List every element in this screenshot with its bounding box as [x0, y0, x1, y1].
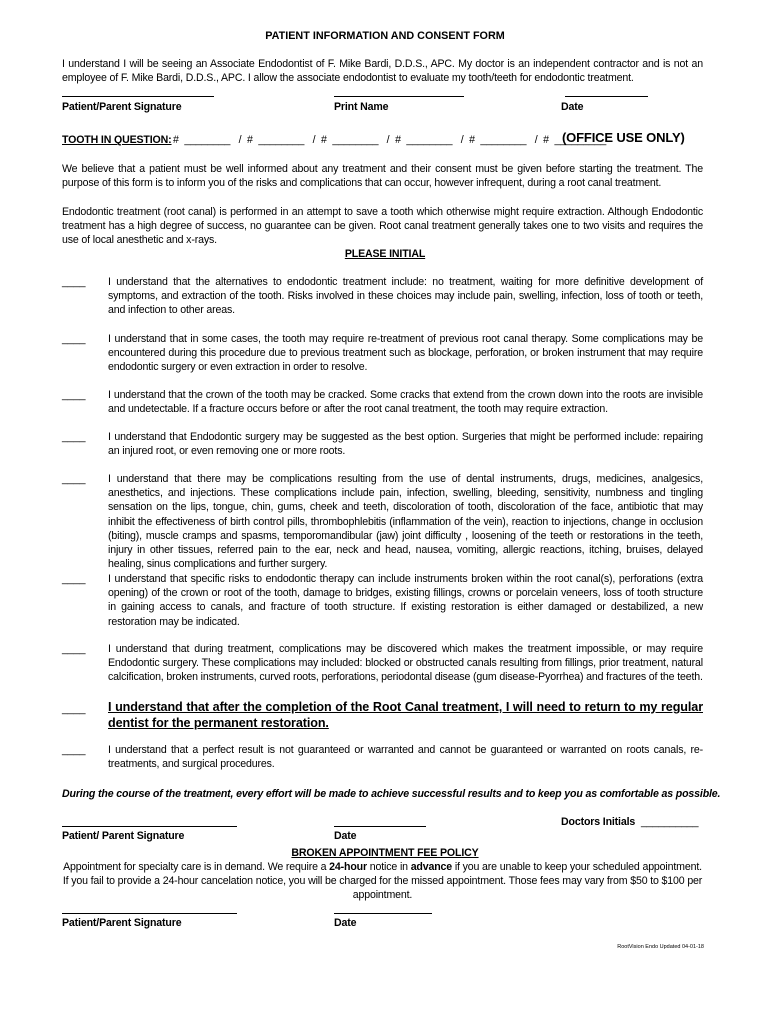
date-label: Date	[561, 101, 584, 113]
signature-line-3[interactable]	[62, 913, 237, 914]
office-use-only-label: (OFFICE USE ONLY)	[562, 130, 685, 145]
print-name-label: Print Name	[334, 101, 389, 113]
date-label-3: Date	[334, 917, 357, 929]
date-line-3[interactable]	[334, 913, 432, 914]
doctors-initials-label: Doctors Initials	[561, 816, 636, 828]
consent-item-no-guarantee: I understand that a perfect result is not guaranteed or warranted and cannot be guaranteed or warranted on roots canals, re-treatments, and surgical procedures.	[108, 744, 703, 771]
date-line[interactable]	[565, 96, 648, 97]
consent-item-alternatives: I understand that the alternatives to endodontic treatment include: no treatment, waiting for more definitive development of symptoms, and extraction of the tooth. Risks involved in these choices may include pain, swelling, infection, loss of tooth or teeth, and infection to other areas.	[108, 276, 703, 317]
informed-consent-paragraph: We believe that a patient must be well informed about any treatment and their consent must be given before starting the treatment. The purpose of this form is to inform you of the risks and complications that can occur, however infrequent, during a root canal treatment.	[62, 163, 703, 190]
date-label-2: Date	[334, 830, 357, 842]
endodontic-treatment-paragraph: Endodontic treatment (root canal) is performed in an attempt to save a tooth which otherwise might require extraction. Although Endodontic treatment has a high degree of success, no guarantee can be given. Root canal treatment generally takes one to two visits and requires the use of local anesthetic and x-rays.	[62, 206, 703, 247]
date-line-2[interactable]	[334, 826, 426, 827]
initial-blank-3[interactable]: ____	[62, 389, 86, 401]
please-initial-heading: PLEASE INITIAL	[344, 248, 426, 260]
signature-line[interactable]	[62, 96, 214, 97]
signature-line-2[interactable]	[62, 826, 237, 827]
tooth-in-question-label	[62, 133, 172, 147]
initial-blank-4[interactable]: ____	[62, 431, 86, 443]
patient-signature-label-2: Patient/ Parent Signature	[62, 830, 185, 842]
tooth-label-text: TOOTH IN QUESTION:	[62, 134, 172, 146]
initial-blank-2[interactable]: ____	[62, 333, 86, 345]
consent-item-surgery: I understand that Endodontic surgery may be suggested as the best option. Surgeries that might be performed include: repairing an injured root, or even removing one or more roots.	[108, 431, 703, 458]
footer-revision-note: RootVision Endo Updated 04-01-18	[617, 944, 704, 950]
consent-item-return-to-dentist: I understand that after the completion of the Root Canal treatment, I will need to return to my regular dentist for the permanent restoration.	[108, 700, 703, 730]
print-name-line[interactable]	[334, 96, 464, 97]
tooth-number-fields[interactable]: # ________ / # ________ / # ________ / # ________ / # ________ / # _________	[173, 134, 607, 146]
initial-blank-6[interactable]: ____	[62, 573, 86, 585]
broken-appointment-policy-text: Appointment for specialty care is in demand. We require a 24-hour notice in advance if you are unable to keep your scheduled appointment. If you fail to provide a 24-hour cancelation notice, you will be charged for the missed appointment. Those fees may vary from $50 to $100 per appointment.	[62, 861, 703, 902]
consent-item-cracked-crown: I understand that the crown of the tooth may be cracked. Some cracks that extend from the crown down into the roots are invisible and undetectable. If a fracture occurs before or after the root canal treatment, the tooth may require extraction.	[108, 389, 703, 416]
initial-blank-9[interactable]: ____	[62, 744, 86, 756]
closing-statement: During the course of the treatment, every effort will be made to achieve successful results and to keep you as comfortable as possible.	[62, 788, 721, 800]
doctors-initials-blank[interactable]: __________	[641, 816, 699, 828]
patient-signature-label-3: Patient/Parent Signature	[62, 917, 182, 929]
initial-blank-5[interactable]: ____	[62, 473, 86, 485]
initial-blank-1[interactable]: ____	[62, 276, 86, 288]
initial-blank-7[interactable]: ____	[62, 643, 86, 655]
broken-appointment-heading: BROKEN APPOINTMENT FEE POLICY	[291, 847, 479, 859]
form-title: PATIENT INFORMATION AND CONSENT FORM	[265, 30, 505, 42]
consent-item-specific-risks: I understand that specific risks to endodontic therapy can include instruments broken within the root canal(s), perforations (extra opening) of the crown or root of the tooth, damage to bridges, existing fillings, crowns or porcelain veneers, loss of tooth structure in gaining access to canals, and fracture of tooth structure. If existing restoration is either damaged or destabilized, a new restoration may be indicated.	[108, 573, 703, 628]
intro-paragraph: I understand I will be seeing an Associate Endodontist of F. Mike Bardi, D.D.S., APC. My doctor is an independent contractor and is not an employee of F. Mike Bardi, D.D.S., APC. I allow the associate endodontist to evaluate my tooth/teeth for endodontic treatment.	[62, 58, 703, 85]
patient-signature-label: Patient/Parent Signature	[62, 101, 182, 113]
consent-item-retreatment: I understand that in some cases, the tooth may require re-treatment of previous root canal therapy. Some complications may be encountered during this procedure due to previous treatment such as blockage, perforation, or broken instrument that may require endodontic surgery or even extraction in order to resolve.	[108, 333, 703, 374]
consent-item-treatment-impossible: I understand that during treatment, complications may be discovered which makes the treatment impossible, or may require Endodontic surgery. These complications may included: blocked or obstructed canals resulting from fillings, prior treatment, natural calcification, broken instruments, curved roots, perforations, periodontal disease (gum disease-Pyorrhea) and fractures of the teeth.	[108, 643, 703, 684]
initial-blank-8[interactable]: ____	[62, 703, 86, 715]
consent-item-complications: I understand that there may be complications resulting from the use of dental instruments, drugs, medicines, analgesics, anesthetics, and injections. These complications include pain, infection, swelling, bleeding, sensitivity, numbness and tingling sensation on the lips, tongue, chin, gums, cheek and teeth, discoloration of tooth, discoloration of the face, antibiotic that may inhibit the effectiveness of birth control pills, thrombophlebitis (inflammation of the vein), reaction to injections, change in occlusion (biting), muscle cramps and spasms, temporomandibular (jaw) joint difficulty , loosening of the teeth or restorations in the teeth, injury in other tissues, referred pain to the ear, neck and head, nausea, vomiting, allergic reactions, itching, bruises, delayed healing, sinus complications and further surgery.	[108, 473, 703, 571]
